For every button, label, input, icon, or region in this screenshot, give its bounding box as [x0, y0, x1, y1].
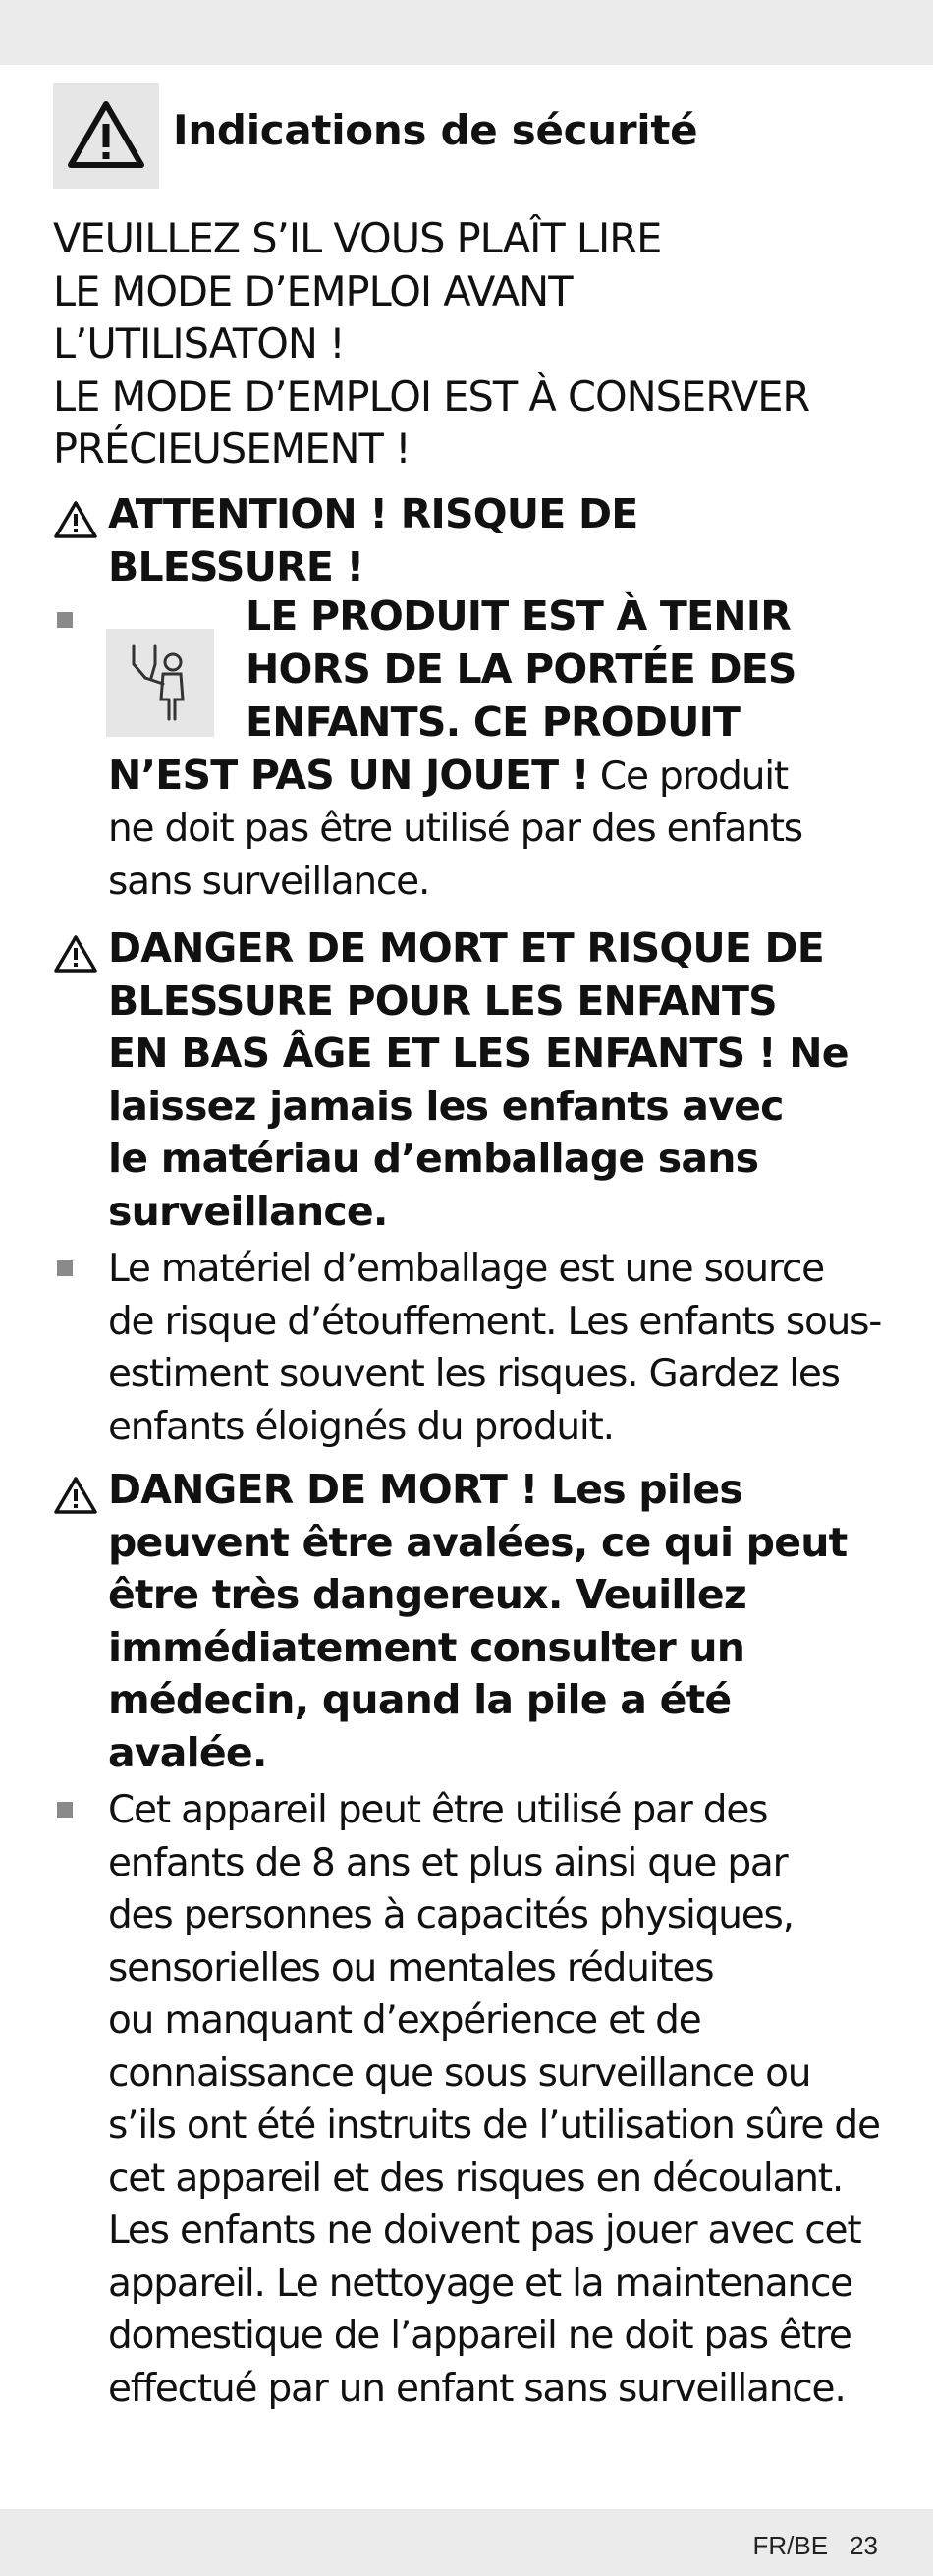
item3-line: s’ils ont été instruits de l’utilisation sûre de — [108, 2103, 880, 2148]
item3-text — [108, 1784, 894, 2415]
item2-line: de risque d’étouffement. Les enfants sous- — [108, 1299, 882, 1344]
warning-line: immédiatement consulter un — [108, 1623, 745, 1671]
warning-line: surveillance. — [108, 1187, 388, 1235]
item3-line: appareil. Le nettoyage et la maintenance — [108, 2261, 852, 2306]
notice-line: L’UTILISATON ! — [53, 319, 345, 367]
item2-line: enfants éloignés du produit. — [108, 1404, 614, 1449]
item1-bold-tail-line — [108, 750, 788, 804]
item3-line: cet appareil et des risques en découlant. — [108, 2156, 844, 2201]
notice-line: PRÉCIEUSEMENT ! — [53, 424, 411, 473]
warning-line: DANGER DE MORT ET RISQUE DE — [108, 924, 824, 972]
child-icon — [126, 644, 194, 723]
warning-line: peuvent être avalées, ce qui peut — [108, 1518, 848, 1566]
warning-line: laissez jamais les enfants avec — [108, 1082, 784, 1130]
read-manual-notice — [53, 212, 898, 476]
item1-line: sans surveillance. — [108, 859, 430, 904]
item2-line: Le matériel d’emballage est une source — [108, 1247, 824, 1291]
warning-line: ATTENTION ! RISQUE DE — [108, 490, 638, 537]
warning-triangle-icon — [67, 100, 145, 169]
item1-line: ne doit pas être utilisé par des enfants — [108, 807, 802, 851]
item3-line: domestique de l’appareil ne doit pas être — [108, 2314, 851, 2358]
item3-line: Cet appareil peut être utilisé par des — [108, 1788, 768, 1832]
item3-line: connaissance que sous surveillance ou — [108, 2050, 811, 2096]
page-footer — [0, 2509, 933, 2576]
item3-line: des personnes à capacités physiques, — [108, 1893, 794, 1937]
item3-line: Les enfants ne doivent pas jouer avec cet — [108, 2209, 861, 2253]
notice-line: LE MODE D’EMPLOI EST À CONSERVER — [53, 371, 810, 420]
item3-line: enfants de 8 ans et plus ainsi que par — [108, 1840, 788, 1885]
warning-line: médecin, quand la pile a été — [108, 1676, 732, 1723]
section-header — [53, 83, 878, 189]
item2-text — [108, 1243, 894, 1453]
item1-normal-tail: Ce produit — [588, 755, 788, 799]
footer-language: FR/BE — [752, 2531, 829, 2560]
warning-line: BLESSURE POUR LES ENFANTS — [108, 977, 777, 1025]
warning-icon-box — [53, 83, 159, 189]
warning-line: être très dangereux. Veuillez — [108, 1571, 746, 1618]
warning-triangle-icon — [53, 500, 98, 539]
warning-line: BLESSURE ! — [108, 542, 364, 590]
page-number: 23 — [850, 2531, 878, 2560]
item3-line: ou manquant d’expérience et de — [108, 1998, 701, 2043]
page-title: Indications de sécurité — [173, 106, 698, 154]
notice-line: LE MODE D’EMPLOI AVANT — [53, 266, 573, 315]
warning-children-packaging — [53, 923, 907, 1238]
item3-line: effectué par un enfant sans surveillance. — [108, 2366, 846, 2411]
warning-batteries — [53, 1464, 907, 1779]
item1-bold-line: ENFANTS. CE PRODUIT — [246, 699, 741, 746]
child-warning-icon-box — [106, 629, 214, 737]
warning-line: le matériau d’emballage sans — [108, 1135, 759, 1182]
warning-line: avalée. — [108, 1728, 267, 1776]
item2-line: estiment souvent les risques. Gardez les — [108, 1352, 840, 1396]
footer-text — [753, 2531, 879, 2561]
warning-line: DANGER DE MORT ! Les piles — [108, 1466, 742, 1513]
bullet-square-icon — [57, 612, 73, 628]
item1-bold-line: HORS DE LA PORTÉE DES — [246, 645, 796, 693]
item1-bold-tail: N’EST PAS UN JOUET ! — [108, 752, 589, 799]
notice-line: VEUILLEZ S’IL VOUS PLAÎT LIRE — [53, 214, 662, 262]
warning-triangle-icon — [53, 934, 98, 974]
item1-text — [108, 803, 894, 908]
bullet-square-icon — [57, 1260, 73, 1276]
top-bar — [0, 0, 933, 65]
bullet-square-icon — [57, 1802, 73, 1818]
warning-triangle-icon — [53, 1476, 98, 1515]
item3-line: sensorielles ou mentales réduites — [108, 1945, 714, 1990]
warning-line: EN BAS ÂGE ET LES ENFANTS ! Ne — [108, 1030, 849, 1077]
item1-bold-line: LE PRODUIT EST À TENIR — [246, 592, 791, 640]
warning-injury — [53, 488, 907, 593]
